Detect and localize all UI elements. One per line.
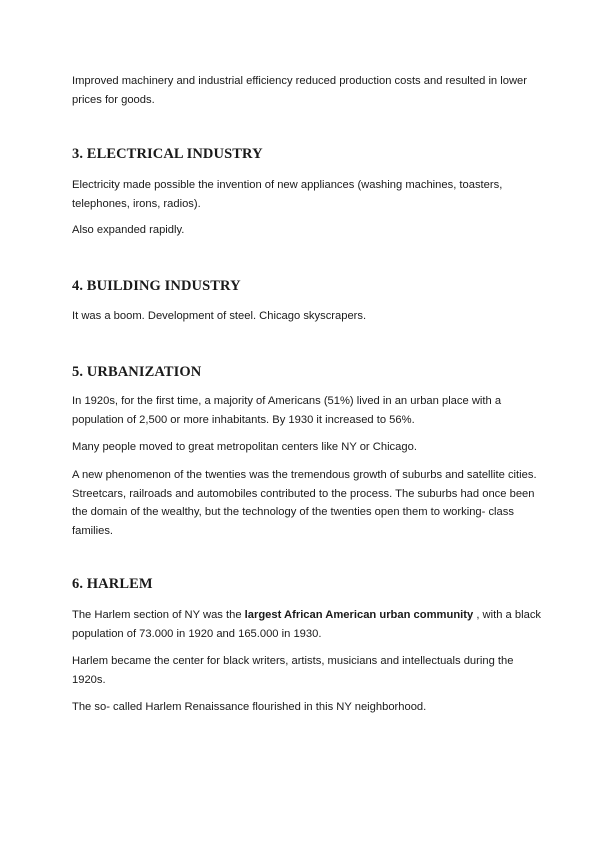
electrical-paragraph-2: Also expanded rapidly. bbox=[72, 224, 185, 236]
electrical-paragraph-1: Electricity made possible the invention of new appliances (washing machines, toasters, telephones, irons, radios). bbox=[72, 179, 503, 210]
harlem-p1-bold: largest African American urban community bbox=[244, 609, 474, 621]
harlem-paragraph-3: The so- called Harlem Renaissance flourished in this NY neighborhood. bbox=[72, 701, 427, 713]
heading-building-industry: 4. BUILDING INDUSTRY bbox=[72, 278, 241, 294]
harlem-p1-before: The Harlem section of NY was the bbox=[72, 609, 245, 621]
harlem-paragraph-2: Harlem became the center for black writers, artists, musicians and intellectuals during the 1920s. bbox=[72, 655, 514, 686]
heading-harlem: 6. HARLEM bbox=[72, 576, 153, 592]
heading-electrical-industry: 3. ELECTRICAL INDUSTRY bbox=[72, 146, 263, 162]
harlem-paragraph-1 bbox=[72, 606, 542, 643]
heading-urbanization: 5. URBANIZATION bbox=[72, 364, 202, 380]
urbanization-paragraph-2: Many people moved to great metropolitan centers like NY or Chicago. bbox=[72, 441, 417, 453]
harlem-p1-after: , with a black population of 73.000 in 1920 and 165.000 in 1930. bbox=[72, 609, 542, 640]
urbanization-paragraph-3: A new phenomenon of the twenties was the tremendous growth of suburbs and satellite cities. Streetcars, railroads and automobiles contributed to the process. The suburbs had once been the domain of the wealthy, but the technology of the twenties open them to working- class families. bbox=[72, 469, 537, 537]
urbanization-paragraph-1: In 1920s, for the first time, a majority of Americans (51%) lived in an urban place with a population of 2,500 or more inhabitants. By 1930 it increased to 56%. bbox=[72, 395, 502, 426]
building-paragraph-1: It was a boom. Development of steel. Chicago skyscrapers. bbox=[72, 310, 367, 322]
intro-paragraph: Improved machinery and industrial efficiency reduced production costs and resulted in lower prices for goods. bbox=[72, 75, 527, 106]
